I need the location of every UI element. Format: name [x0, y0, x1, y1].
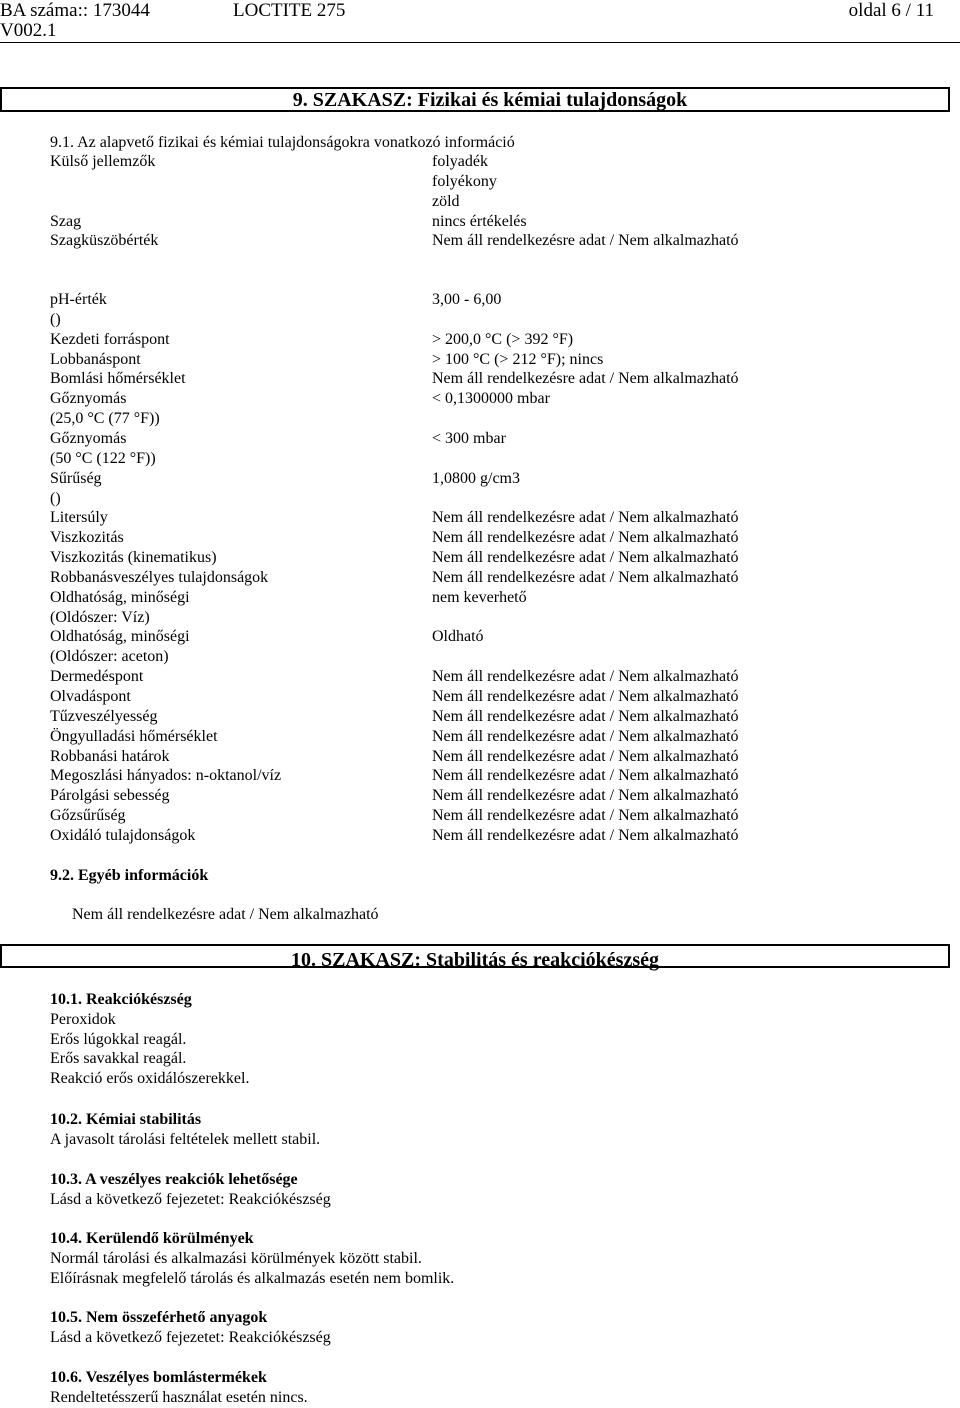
- property-label: Szagküszöbérték: [50, 232, 159, 250]
- property-label: Olvadáspont: [50, 688, 131, 705]
- property-row: [0, 548, 960, 568]
- subsection-line: Peroxidok: [50, 1010, 116, 1028]
- section-9-title-box: [0, 87, 950, 112]
- property-label: Gőznyomás: [50, 390, 127, 408]
- property-value: Nem áll rendelkezésre adat / Nem alkalmazható: [432, 549, 739, 567]
- property-row: [0, 806, 960, 826]
- property-value: Nem áll rendelkezésre adat / Nem alkalmazható: [432, 826, 739, 844]
- section-9-title: 9. SZAKASZ: Fizikai és kémiai tulajdonságok: [292, 89, 688, 111]
- property-label: Párolgási sebesség: [50, 787, 170, 805]
- property-value: < 300 mbar: [432, 429, 506, 447]
- doc-number: BA száma:: 173044: [0, 0, 150, 21]
- subsection-line: Erős lúgokkal reagál.: [50, 1030, 187, 1048]
- property-value: folyékony: [432, 172, 497, 190]
- property-label: Viszkozitás (kinematikus): [50, 549, 217, 567]
- property-label: Oldhatóság, minőségi: [50, 588, 190, 606]
- property-value: < 0,1300000 mbar: [432, 390, 550, 408]
- property-row: [0, 747, 960, 767]
- property-row: [0, 826, 960, 846]
- header-divider: [0, 42, 960, 43]
- property-value: Nem áll rendelkezésre adat / Nem alkalmazható: [432, 509, 739, 527]
- property-label: Viszkozitás: [50, 529, 124, 547]
- property-label: (Oldószer: Víz): [50, 608, 150, 626]
- property-label: (Oldószer: aceton): [50, 648, 169, 666]
- property-value: 1,0800 g/cm3: [432, 469, 520, 487]
- property-row: [0, 469, 960, 489]
- property-value: Nem áll rendelkezésre adat / Nem alkalmazható: [432, 787, 739, 805]
- property-label: Külső jellemzők: [50, 153, 156, 170]
- property-label: (): [50, 489, 61, 507]
- property-value: Nem áll rendelkezésre adat / Nem alkalmazható: [432, 529, 739, 547]
- property-label: Robbanási határok: [50, 747, 170, 765]
- property-value: nem keverhető: [432, 588, 527, 606]
- subsection-line: A javasolt tárolási feltételek mellett stabil.: [50, 1130, 321, 1148]
- property-row: [0, 449, 960, 469]
- subsection-title: 10.3. A veszélyes reakciók lehetősége: [50, 1171, 298, 1188]
- property-value: folyadék: [432, 153, 488, 170]
- property-row: [0, 231, 960, 251]
- property-row: [0, 786, 960, 806]
- subsection-line: Reakció erős oxidálószerekkel.: [50, 1070, 250, 1088]
- property-label: (50 °C (122 °F)): [50, 449, 156, 467]
- subsection-9-1-title: 9.1. Az alapvető fizikai és kémiai tulajdonságokra vonatkozó információ: [50, 134, 515, 151]
- property-row: [0, 330, 960, 350]
- property-label: Robbanásveszélyes tulajdonságok: [50, 568, 269, 586]
- property-row: [0, 429, 960, 449]
- section-10-title-box: [0, 944, 950, 971]
- property-row: [0, 389, 960, 409]
- property-value: Oldható: [432, 628, 484, 646]
- property-row: [0, 608, 960, 628]
- property-label: Szag: [50, 212, 82, 230]
- property-value: > 100 °C (> 212 °F); nincs: [432, 350, 604, 368]
- subsection-title: 10.4. Kerülendő körülmények: [50, 1230, 254, 1247]
- property-row: [0, 310, 960, 330]
- property-value: Nem áll rendelkezésre adat / Nem alkalmazható: [432, 688, 739, 705]
- version: V002.1: [0, 20, 57, 41]
- property-label: (25,0 °C (77 °F)): [50, 410, 160, 428]
- property-label: Dermedéspont: [50, 668, 144, 686]
- property-label: Gőznyomás: [50, 429, 127, 447]
- property-value: nincs értékelés: [432, 212, 527, 230]
- property-value: Nem áll rendelkezésre adat / Nem alkalmazható: [432, 767, 739, 785]
- property-value: Nem áll rendelkezésre adat / Nem alkalmazható: [432, 568, 739, 586]
- property-value: 3,00 - 6,00: [432, 291, 502, 308]
- property-value: Nem áll rendelkezésre adat / Nem alkalmazható: [432, 232, 739, 250]
- subsection-line: Lásd a következő fejezetet: Reakciókészség: [50, 1328, 331, 1346]
- property-row: [0, 409, 960, 429]
- subsection-9-2-title: 9.2. Egyéb információk: [50, 867, 209, 884]
- property-row: [0, 766, 960, 786]
- subsection-title: 10.6. Veszélyes bomlástermékek: [50, 1369, 267, 1386]
- property-label: Litersúly: [50, 509, 108, 527]
- property-row: [0, 290, 960, 310]
- property-row: [0, 568, 960, 588]
- property-row: [0, 647, 960, 667]
- subsection-line: Lásd a következő fejezetet: Reakciókészség: [50, 1190, 331, 1208]
- subsection-line: Előírásnak megfelelő tárolás és alkalmazás esetén nem bomlik.: [50, 1269, 455, 1287]
- property-row: [0, 369, 960, 389]
- property-label: (): [50, 310, 61, 328]
- property-label: Tűzveszélyesség: [50, 707, 158, 725]
- property-value: > 200,0 °C (> 392 °F): [432, 330, 574, 348]
- property-row: [0, 707, 960, 727]
- property-value: Nem áll rendelkezésre adat / Nem alkalmazható: [432, 807, 739, 825]
- property-label: Oxidáló tulajdonságok: [50, 826, 196, 844]
- property-row: [0, 152, 960, 172]
- subsection-9-2-text: Nem áll rendelkezésre adat / Nem alkalmazható: [72, 906, 379, 923]
- property-value: zöld: [432, 192, 460, 210]
- property-row: [0, 489, 960, 509]
- property-row: [0, 172, 960, 192]
- property-row: [0, 350, 960, 370]
- property-row: [0, 727, 960, 747]
- subsection-line: Erős savakkal reagál.: [50, 1050, 187, 1068]
- page-number: oldal 6 / 11: [848, 0, 934, 21]
- property-label: Oldhatóság, minőségi: [50, 628, 190, 646]
- property-label: Bomlási hőmérséklet: [50, 370, 186, 388]
- property-label: Gőzsűrűség: [50, 807, 126, 825]
- property-label: pH-érték: [50, 291, 107, 308]
- property-row: [0, 588, 960, 608]
- subsection-line: Normál tárolási és alkalmazási körülmények között stabil.: [50, 1249, 422, 1267]
- property-row: [0, 667, 960, 687]
- subsection-title: 10.2. Kémiai stabilitás: [50, 1111, 202, 1128]
- property-row: [0, 687, 960, 707]
- property-row: [0, 508, 960, 528]
- property-label: Sűrűség: [50, 469, 102, 487]
- property-label: Megoszlási hányados: n-oktanol/víz: [50, 767, 282, 785]
- product-name: LOCTITE 275: [233, 0, 346, 21]
- property-label: Kezdeti forráspont: [50, 330, 170, 348]
- property-value: Nem áll rendelkezésre adat / Nem alkalmazható: [432, 747, 739, 765]
- property-row: [0, 212, 960, 232]
- property-value: Nem áll rendelkezésre adat / Nem alkalmazható: [432, 370, 739, 388]
- subsection-line: Rendeltetésszerű használat esetén nincs.: [50, 1388, 308, 1406]
- property-label: Öngyulladási hőmérséklet: [50, 727, 218, 745]
- subsection-title: 10.1. Reakciókészség: [50, 991, 192, 1008]
- property-label: Lobbanáspont: [50, 350, 141, 368]
- property-row: [0, 528, 960, 548]
- property-value: Nem áll rendelkezésre adat / Nem alkalmazható: [432, 668, 739, 686]
- section-10-title: 10. SZAKASZ: Stabilitás és reakciókészség: [291, 949, 659, 971]
- subsection-title: 10.5. Nem összeférhető anyagok: [50, 1309, 268, 1326]
- property-value: Nem áll rendelkezésre adat / Nem alkalmazható: [432, 707, 739, 725]
- property-value: Nem áll rendelkezésre adat / Nem alkalmazható: [432, 727, 739, 745]
- property-row: [0, 192, 960, 212]
- property-row: [0, 627, 960, 647]
